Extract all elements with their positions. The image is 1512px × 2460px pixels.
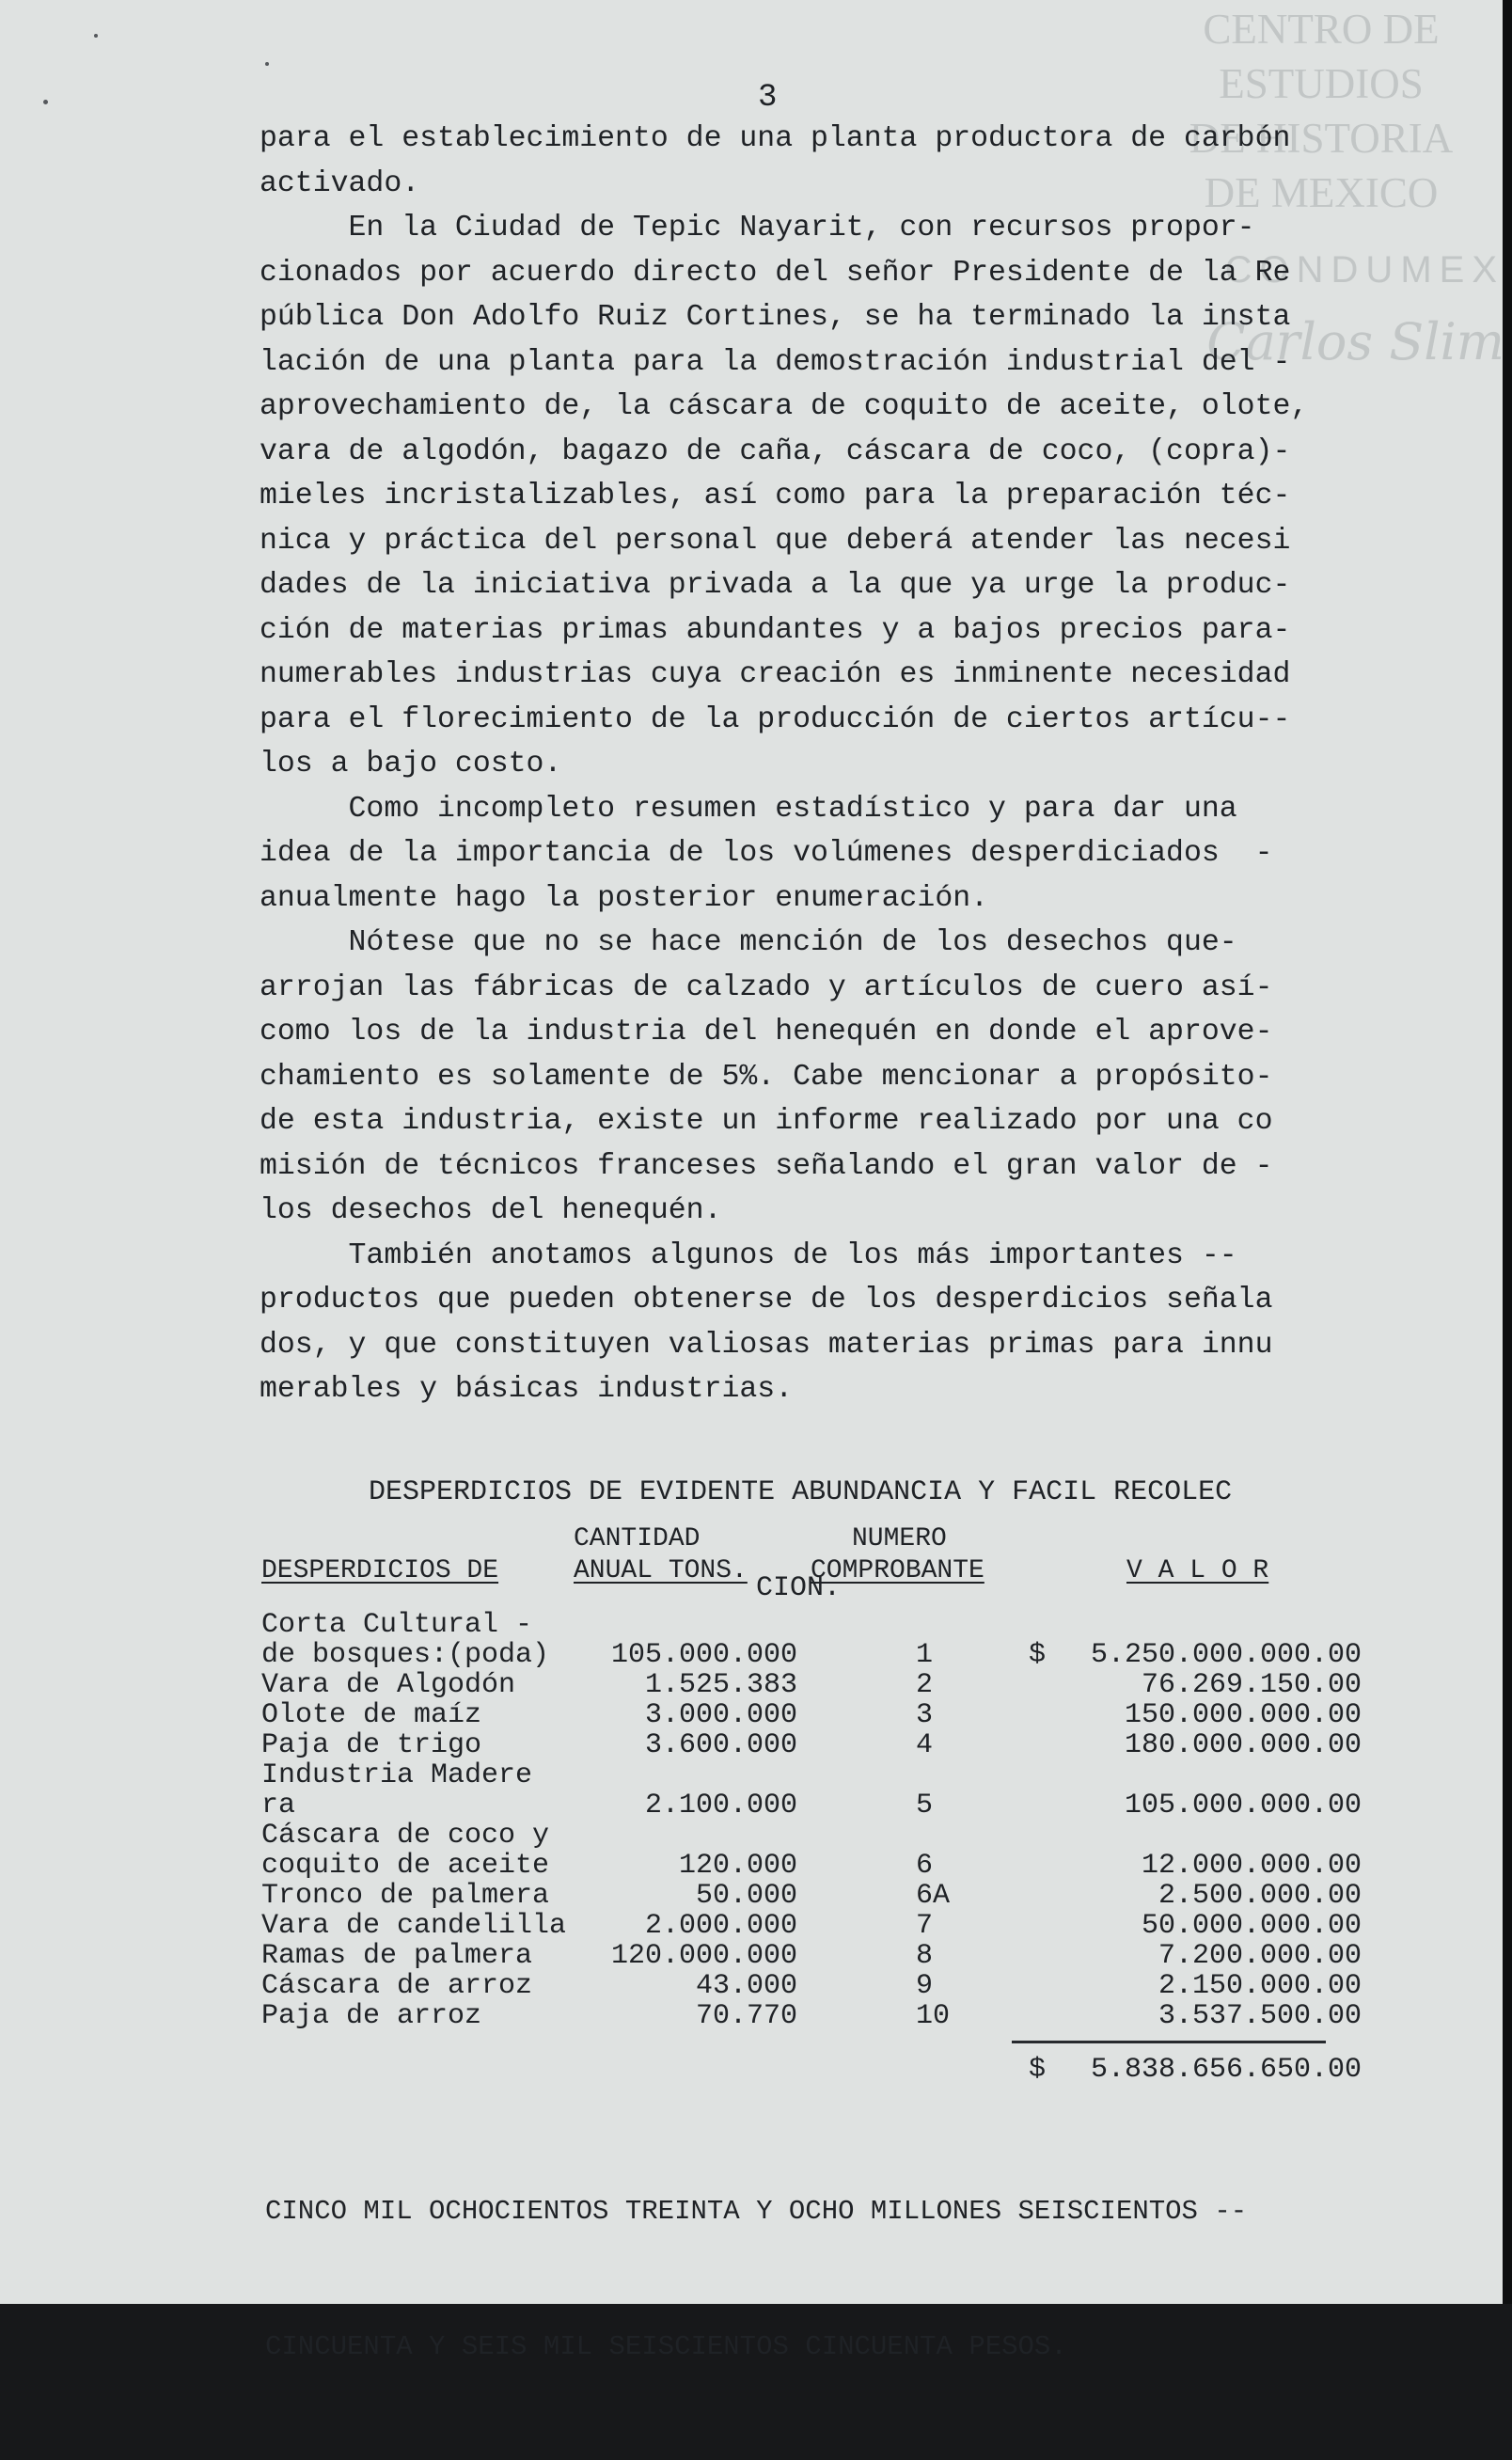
table-row xyxy=(261,1851,1362,1881)
cell-val: 180.000.000.00 xyxy=(1124,1729,1362,1761)
cell-desc: Cáscara de arroz xyxy=(261,1970,533,2002)
cell-desc: Vara de Algodón xyxy=(261,1669,516,1701)
body-line: Nótese que no se hace mención de los desechos que- xyxy=(260,926,1237,959)
body-line: dos, y que constituyen valiosas materias primas para innu xyxy=(260,1328,1273,1362)
cell-qty: 43.000 xyxy=(695,1970,797,2002)
cell-val: 105.000.000.00 xyxy=(1124,1790,1362,1821)
table-row xyxy=(261,1670,1362,1700)
body-line: los a bajo costo. xyxy=(260,748,562,781)
cell-qty: 2.000.000 xyxy=(644,1910,797,1942)
body-line: anualmente hago la posterior enumeración. xyxy=(260,881,989,915)
cell-qty: 3.000.000 xyxy=(644,1699,797,1731)
table-row xyxy=(261,1790,1362,1821)
body-line: activado. xyxy=(260,166,420,200)
body-line: numerables industrias cuya creación es inminente necesidad xyxy=(260,658,1291,691)
cell-cur: $ xyxy=(1029,1639,1047,1671)
table-row xyxy=(261,1760,1362,1790)
table-row xyxy=(261,2001,1362,2031)
body-line: cionados por acuerdo directo del señor Presidente de la Re xyxy=(260,256,1291,290)
scan-speck xyxy=(43,100,48,104)
cell-desc: de bosques:(poda) xyxy=(261,1639,550,1671)
table-row xyxy=(261,1881,1362,1911)
header-numero-top: NUMERO xyxy=(852,1524,947,1553)
cell-qty: 105.000.000 xyxy=(610,1639,797,1671)
table-row xyxy=(261,1821,1362,1851)
table-row xyxy=(261,1700,1362,1730)
body-line: También anotamos algunos de los más importantes -- xyxy=(260,1238,1237,1272)
header-desperdicios-text: DESPERDICIOS DE xyxy=(261,1556,499,1585)
body-paragraphs xyxy=(260,117,1322,1412)
body-line: lación de una planta para la demostración industrial del - xyxy=(260,345,1291,379)
table-title-line: DESPERDICIOS DE EVIDENTE ABUNDANCIA Y FACIL RECOLEC xyxy=(369,1476,1233,1508)
header-comprobante-text: COMPROBANTE xyxy=(811,1556,984,1585)
cell-desc: Tronco de palmera xyxy=(261,1880,550,1912)
body-line: merables y básicas industrias. xyxy=(260,1373,794,1406)
cell-num: 8 xyxy=(916,1940,934,1972)
cell-desc: coquito de aceite xyxy=(261,1850,550,1882)
cell-num: 2 xyxy=(916,1669,934,1701)
body-line: pública Don Adolfo Ruiz Cortines, se ha terminado la insta xyxy=(260,301,1291,334)
cell-desc: Cáscara de coco y xyxy=(261,1820,550,1852)
watermark-line: DE HISTORIA xyxy=(1189,115,1454,162)
cell-num: 9 xyxy=(916,1970,934,2002)
cell-num: 7 xyxy=(916,1910,934,1942)
body-line: arrojan las fábricas de calzado y artículos de cuero así- xyxy=(260,970,1273,1004)
table-row xyxy=(261,1911,1362,1941)
header-cantidad-top: CANTIDAD xyxy=(574,1524,701,1553)
cell-qty: 2.100.000 xyxy=(644,1790,797,1821)
cell-num: 6A xyxy=(916,1880,951,1912)
cell-desc: ra xyxy=(261,1790,296,1821)
body-line: como los de la industria del henequén en donde el aprove- xyxy=(260,1016,1273,1049)
amount-words-line: CINCUENTA Y SEIS MIL SEISCIENTOS CINCUENTA PESOS. xyxy=(265,2331,1067,2362)
body-line: para el florecimiento de la producción de ciertos artícu-- xyxy=(260,702,1291,736)
table-row xyxy=(261,1610,1362,1640)
cell-val: 2.500.000.00 xyxy=(1158,1880,1362,1912)
header-valor xyxy=(1121,1555,1274,1587)
cell-num: 1 xyxy=(916,1639,934,1671)
cell-num: 10 xyxy=(916,2000,951,2032)
body-line: ción de materias primas abundantes y a bajos precios para- xyxy=(260,613,1291,647)
body-line: los desechos del henequén. xyxy=(260,1194,722,1227)
cell-num: 5 xyxy=(916,1790,934,1821)
body-line: En la Ciudad de Tepic Nayarit, con recursos propor- xyxy=(260,212,1255,244)
cell-num: 4 xyxy=(916,1729,934,1761)
header-cantidad xyxy=(574,1555,748,1587)
cell-desc: Industria Madere xyxy=(261,1759,533,1791)
body-line: mieles incristalizables, así como para la preparación téc- xyxy=(260,480,1291,512)
cell-desc: Paja de trigo xyxy=(261,1729,482,1761)
header-comprobante xyxy=(811,1555,984,1587)
cell-qty: 70.770 xyxy=(695,2000,797,2032)
cell-val: 50.000.000.00 xyxy=(1141,1910,1362,1942)
page-number: 3 xyxy=(758,80,778,116)
body-line: Como incompleto resumen estadístico y para dar una xyxy=(260,792,1237,826)
cell-desc: Vara de candelilla xyxy=(261,1910,567,1942)
table-title-line: CION. xyxy=(756,1572,842,1604)
total-rule xyxy=(1012,2041,1326,2043)
cell-qty: 120.000 xyxy=(678,1850,797,1882)
cell-desc: Ramas de palmera xyxy=(261,1940,533,1972)
waste-table xyxy=(261,1610,1362,2031)
cell-num: 6 xyxy=(916,1850,934,1882)
body-line: dades de la iniciativa privada a la que ya urge la produc- xyxy=(260,569,1291,602)
cell-val: 7.200.000.00 xyxy=(1158,1940,1362,1972)
cell-val: 12.000.000.00 xyxy=(1141,1850,1362,1882)
cell-val: 150.000.000.00 xyxy=(1124,1699,1362,1731)
header-desperdicios xyxy=(261,1555,498,1587)
body-line: misión de técnicos franceses señalando el gran valor de - xyxy=(260,1149,1273,1183)
body-line: para el establecimiento de una planta productora de carbón xyxy=(260,122,1291,155)
watermark-line: CENTRO DE xyxy=(1203,6,1440,53)
cell-desc: Corta Cultural - xyxy=(261,1609,533,1641)
body-line: vara de algodón, bagazo de caña, cáscara de coco, (copra)- xyxy=(260,434,1291,468)
table-row xyxy=(261,1971,1362,2001)
table-row xyxy=(261,1730,1362,1760)
scan-speck xyxy=(94,34,98,38)
cell-val: 2.150.000.00 xyxy=(1158,1970,1362,2002)
header-valor-text: V A L O R xyxy=(1126,1556,1269,1585)
scan-speck xyxy=(265,62,269,66)
cell-qty: 50.000 xyxy=(695,1880,797,1912)
watermark-condumex: CONDUMEX xyxy=(1224,249,1504,291)
grand-total xyxy=(1029,2054,1362,2086)
amount-in-words xyxy=(265,2099,1375,2460)
body-line: idea de la importancia de los volúmenes desperdiciados - xyxy=(260,837,1273,870)
body-line: nica y práctica del personal que deberá atender las necesi xyxy=(260,524,1291,558)
cell-qty: 120.000.000 xyxy=(610,1940,797,1972)
cell-qty: 3.600.000 xyxy=(644,1729,797,1761)
table-row xyxy=(261,1640,1362,1670)
cell-desc: Paja de arroz xyxy=(261,2000,482,2032)
cell-qty: 1.525.383 xyxy=(644,1669,797,1701)
watermark-line: DE MEXICO xyxy=(1204,169,1439,216)
watermark-line: ESTUDIOS xyxy=(1219,60,1424,107)
total-value: 5.838.656.650.00 xyxy=(1090,2054,1362,2086)
body-line: aprovechamiento de, la cáscara de coquito de aceite, olote, xyxy=(260,390,1309,423)
cell-desc: Olote de maíz xyxy=(261,1699,482,1731)
amount-words-line: CINCO MIL OCHOCIENTOS TREINTA Y OCHO MILLONES SEISCIENTOS -- xyxy=(265,2196,1248,2227)
cell-val: 5.250.000.000.00 xyxy=(1090,1639,1362,1671)
total-currency: $ xyxy=(1029,2054,1047,2086)
cell-num: 3 xyxy=(916,1699,934,1731)
watermark-signature: Carlos Slim xyxy=(1206,312,1504,371)
body-line: productos que pueden obtenerse de los desperdicios señala xyxy=(260,1284,1273,1317)
cell-val: 76.269.150.00 xyxy=(1141,1669,1362,1701)
table-row xyxy=(261,1941,1362,1971)
header-cantidad-text: ANUAL TONS. xyxy=(574,1556,748,1585)
body-line: de esta industria, existe un informe realizado por una co xyxy=(260,1105,1273,1138)
cell-val: 3.537.500.00 xyxy=(1158,2000,1362,2032)
body-line: chamiento es solamente de 5%. Cabe mencionar a propósito- xyxy=(260,1060,1273,1094)
